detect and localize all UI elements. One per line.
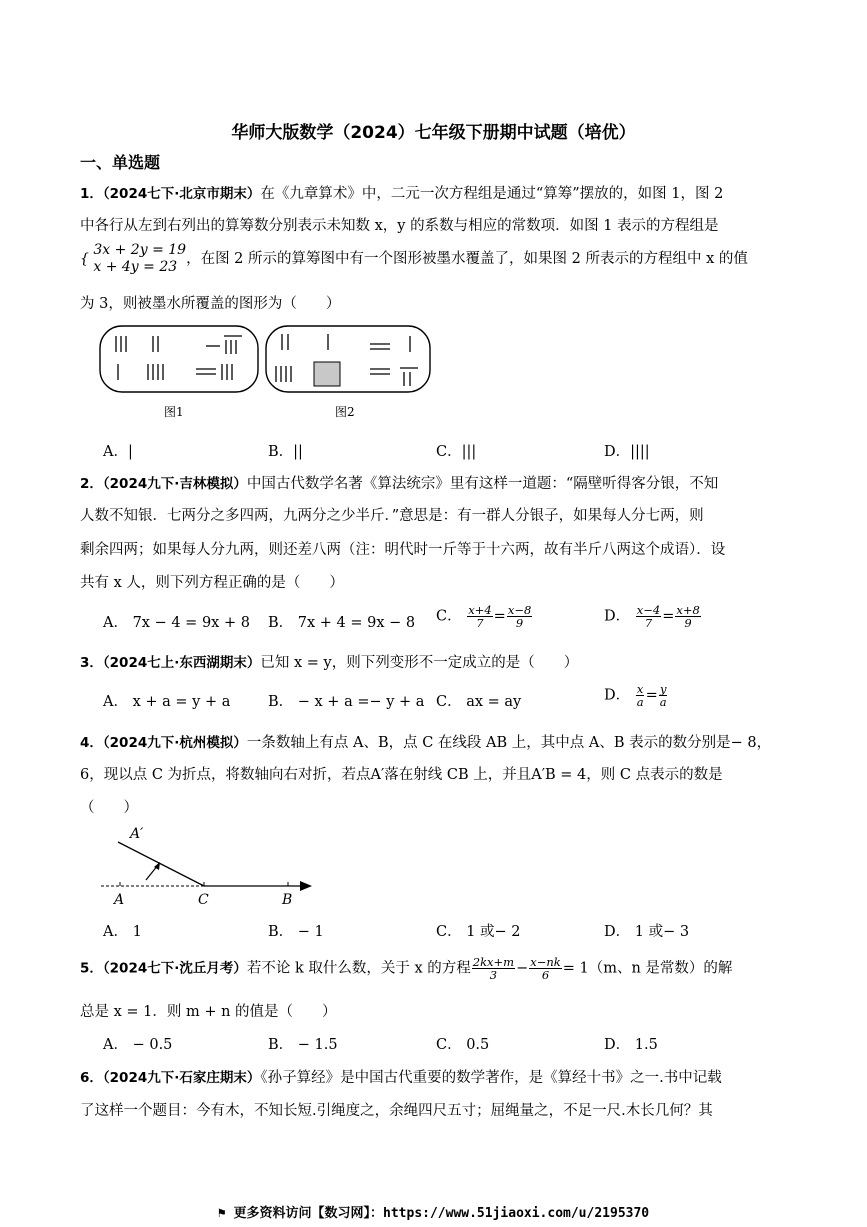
q3-number: 3． [80, 655, 103, 671]
q5-fraction-2: $\frac{x-nk}{6}$ [530, 955, 561, 982]
q3-line1 [80, 651, 578, 672]
q1-option-d[interactable]: D．|||| [604, 444, 650, 460]
label-a: A [114, 892, 125, 908]
q3-text: 已知 x = y，则下列变形不一定成立的是（ ） [260, 655, 579, 671]
fig1-rods [116, 336, 242, 380]
q4-option-a[interactable]: A． 1 [103, 924, 142, 940]
q5-source: （2024七下·沈丘月考） [102, 960, 247, 977]
page-title: 华师大版数学（2024）七年级下册期中试题（培优） [231, 123, 636, 143]
q1-line3 [80, 242, 748, 276]
q4-line3: （ ） [80, 800, 138, 816]
q4-number: 4． [80, 735, 103, 751]
q4-option-d[interactable]: D． 1 或− 3 [604, 924, 690, 940]
q1-rod-figures [98, 324, 434, 394]
q2-text: 中国古代数学名著《算法统宗》里有这样一道题：“隔壁听得客分银，不知 [246, 476, 719, 492]
q4-line1 [80, 731, 771, 752]
q5-option-d[interactable]: D． 1.5 [604, 1037, 658, 1053]
q6-source: （2024九下·石家庄期末） [102, 1070, 261, 1086]
ink-blot [314, 362, 340, 386]
flag-icon: ⚑ [217, 1206, 226, 1221]
q3-option-b[interactable]: B． − x + a =− y + a [268, 694, 425, 710]
fig2-label: 图2 [335, 405, 355, 419]
q1-option-b[interactable]: B．|| [268, 444, 303, 460]
q5-line2: 总是 x = 1．则 m + n 的值是（ ） [80, 1004, 337, 1020]
q6-line1 [80, 1066, 722, 1087]
q4-line2: 6，现以点 C 为折点，将数轴向右对折，若点A′落在射线 CB 上，并且A′B = 4，则 C 点表示的数是 [80, 767, 723, 783]
q6-line2: 了这样一个题目：今有木，不知长短.引绳度之，余绳四尺五寸；屈绳量之，不足一尺.木长几何？其 [80, 1103, 713, 1119]
fig2-rods [276, 334, 418, 386]
q1-option-a[interactable]: A．| [103, 444, 133, 460]
q5-option-c[interactable]: C． 0.5 [436, 1037, 490, 1053]
q2-number: 2． [80, 476, 103, 492]
q2-option-a[interactable]: A． 7x − 4 = 9x + 8 [103, 615, 250, 631]
q1-line4: 为 3，则被墨水所覆盖的图形为（ ） [80, 296, 341, 312]
q1-source: （2024七下·北京市期末） [102, 186, 261, 202]
arrow-head-icon [300, 881, 312, 891]
q2-source: （2024九下·吉林模拟） [102, 476, 247, 492]
q1-line1 [80, 182, 723, 203]
q5-option-b[interactable]: B． − 1.5 [268, 1037, 338, 1053]
q1-eq2: x + 4y = 23 [93, 259, 178, 275]
q5-line1: 5．（2024七下·沈丘月考）若不论 k 取什么数，关于 x 的方程 $\frac{2kx+m}{3}$ − $\frac{x-nk}{6}$ = 1（m、n 是常数）的解 [80, 955, 733, 982]
q5-number: 5． [80, 960, 103, 977]
q1-text: 在《九章算术》中，二元一次方程组是通过“算筹”摆放的，如图 1，图 2 [260, 186, 724, 202]
q1-eq1: 3x + 2y = 19 [93, 242, 187, 258]
q2-line2: 人数不知银．七两分之多四两，九两分之少半斤．”意思是：有一群人分银子，如果每人分七两，则 [80, 508, 704, 524]
fig2-frame [266, 326, 430, 392]
q2-option-d[interactable]: D． $\frac{x-4}{7}$ = $\frac{x+8}{9}$ [604, 603, 700, 630]
footer-text[interactable]: 更多资料访问【数习网】：https://www.51jiaoxi.com/u/2195370 [233, 1206, 650, 1221]
q3-option-d[interactable]: D． $\frac{x}{a}$ = $\frac{y}{a}$ [604, 682, 667, 709]
q2-line1 [80, 472, 718, 493]
q2-line3: 剩余四两；如果每人分九两，则还差八两（注：明代时一斤等于十六两，故有半斤八两这个成语）．设 [80, 542, 726, 558]
q3-option-c[interactable]: C． ax = ay [436, 694, 522, 710]
q4-option-c[interactable]: C． 1 或− 2 [436, 924, 521, 940]
q4-text: 一条数轴上有点 A、B，点 C 在线段 AB 上，其中点 A、B 表示的数分别是− 8， [246, 735, 772, 751]
q5-option-a[interactable]: A． − 0.5 [103, 1037, 173, 1053]
q3-source: （2024七上·东西湖期末） [102, 655, 261, 671]
label-c: C [198, 892, 209, 908]
q6-number: 6． [80, 1070, 103, 1086]
q6-text: 《孙子算经》是中国古代重要的数学著作，是《算经十书》之一.书中记载 [260, 1070, 722, 1086]
q2-option-b[interactable]: B． 7x + 4 = 9x − 8 [268, 615, 416, 631]
q3-option-a[interactable]: A． x + a = y + a [103, 694, 231, 710]
label-b: B [282, 892, 293, 908]
q2-line4: 共有 x 人，则下列方程正确的是（ ） [80, 575, 344, 591]
q5-fraction-1: $\frac{2kx+m}{3}$ [472, 955, 515, 982]
q1-option-c[interactable]: C．||| [436, 444, 477, 460]
fig1-label: 图1 [164, 405, 184, 419]
q4-number-line-figure [96, 820, 326, 910]
folded-segment [118, 842, 204, 886]
q4-option-b[interactable]: B． − 1 [268, 924, 324, 940]
q1-number: 1． [80, 186, 103, 202]
q1-line2: 中各行从左到右列出的算筹数分别表示未知数 x，y 的系数与相应的常数项．如图 1 表示的方程组是 [80, 218, 719, 234]
label-a-prime: A′ [130, 826, 144, 842]
q1-equation-system: { 3x + 2y = 19 x + 4y = 23 [80, 242, 187, 275]
q1-text3: ，在图 2 所示的算筹图中有一个图形被墨水覆盖了，如果图 2 所表示的方程组中 x 的值 [186, 251, 748, 267]
q2-option-c[interactable]: C． $\frac{x+4}{7}$ = $\frac{x-8}{9}$ [436, 603, 532, 630]
footer-link[interactable] [0, 1202, 867, 1221]
q4-source: （2024九下·杭州模拟） [102, 735, 247, 751]
section-heading: 一、单选题 [80, 153, 161, 172]
